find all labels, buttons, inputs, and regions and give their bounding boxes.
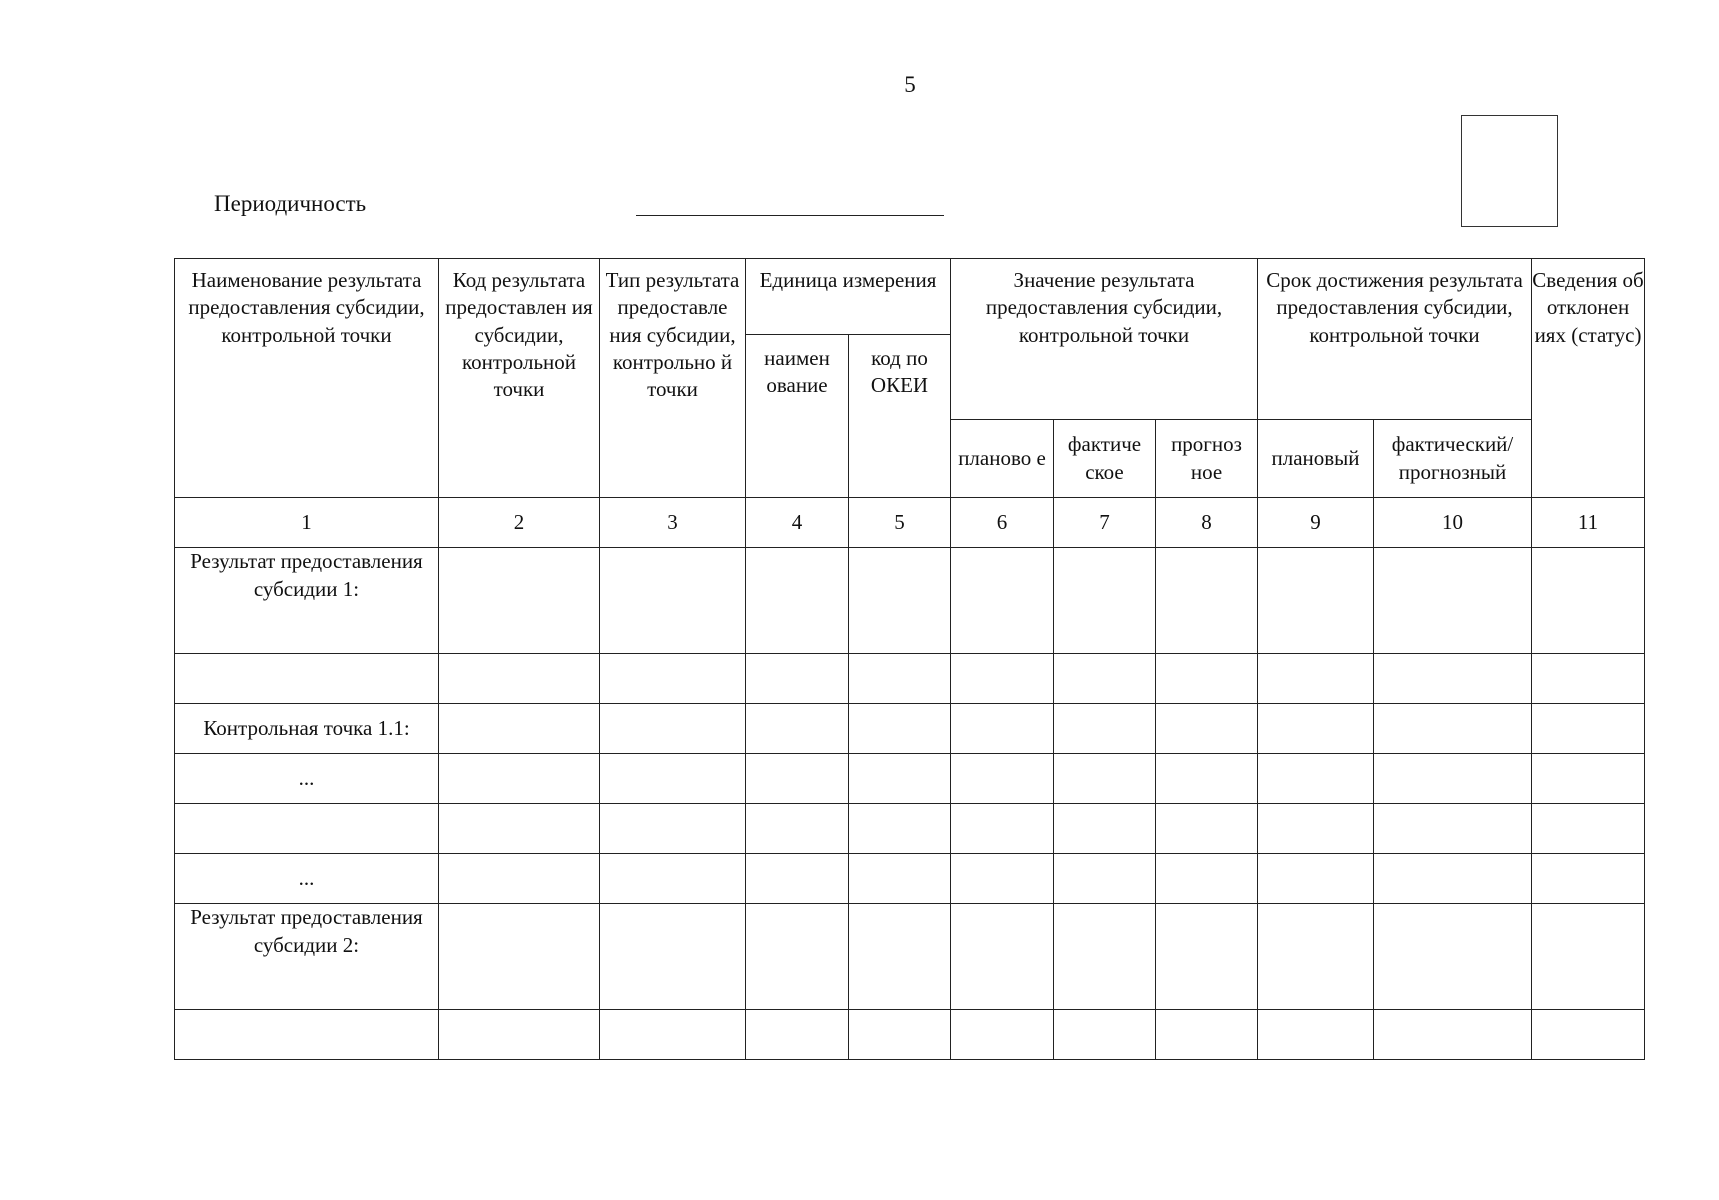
table-cell[interactable] xyxy=(439,548,600,654)
table-cell[interactable] xyxy=(600,804,746,854)
table-cell[interactable] xyxy=(600,854,746,904)
header-type: Тип результата предоставле ния субсидии, контрольно й точки xyxy=(600,259,746,498)
table-cell[interactable] xyxy=(1156,704,1258,754)
table-cell[interactable] xyxy=(439,1010,600,1060)
table-cell[interactable] xyxy=(1054,754,1156,804)
row-label: Результат предоставления субсидии 1: xyxy=(175,548,439,654)
table-cell[interactable] xyxy=(1156,754,1258,804)
header-value-actual: фактиче ское xyxy=(1054,420,1156,498)
table-cell[interactable] xyxy=(439,754,600,804)
row-label: Результат предоставления субсидии 2: xyxy=(175,904,439,1010)
header-unit-name: наимен ование xyxy=(746,335,849,498)
column-number: 2 xyxy=(439,498,600,548)
table-cell[interactable] xyxy=(746,904,849,1010)
table-cell[interactable] xyxy=(600,754,746,804)
table-cell[interactable] xyxy=(1156,548,1258,654)
row-label: Контрольная точка 1.1: xyxy=(175,704,439,754)
table-cell[interactable] xyxy=(1156,854,1258,904)
table-cell[interactable] xyxy=(951,704,1054,754)
column-number: 4 xyxy=(746,498,849,548)
table-cell[interactable] xyxy=(849,548,951,654)
table-cell[interactable] xyxy=(439,804,600,854)
table-cell[interactable] xyxy=(1156,1010,1258,1060)
column-number: 9 xyxy=(1258,498,1374,548)
column-number: 1 xyxy=(175,498,439,548)
table-cell[interactable] xyxy=(600,904,746,1010)
table-row xyxy=(175,654,1645,704)
table-cell[interactable] xyxy=(746,804,849,854)
table-cell[interactable] xyxy=(951,904,1054,1010)
table-cell[interactable] xyxy=(849,654,951,704)
table-cell[interactable] xyxy=(849,904,951,1010)
table-cell[interactable] xyxy=(1258,804,1374,854)
table-cell[interactable] xyxy=(1532,854,1645,904)
table-cell[interactable] xyxy=(600,654,746,704)
table-row xyxy=(175,754,1645,804)
table-row xyxy=(175,804,1645,854)
table-cell[interactable] xyxy=(1258,704,1374,754)
column-numbers-row xyxy=(175,498,1645,548)
table-cell[interactable] xyxy=(1532,548,1645,654)
table-cell[interactable] xyxy=(1054,804,1156,854)
table-cell[interactable] xyxy=(1374,804,1532,854)
table-cell[interactable] xyxy=(951,548,1054,654)
column-number: 8 xyxy=(1156,498,1258,548)
table-cell[interactable] xyxy=(1054,904,1156,1010)
table-cell[interactable] xyxy=(439,704,600,754)
table-cell[interactable] xyxy=(1532,804,1645,854)
table-cell[interactable] xyxy=(849,1010,951,1060)
table-row xyxy=(175,854,1645,904)
table-row xyxy=(175,904,1645,1010)
table-cell[interactable] xyxy=(1532,754,1645,804)
table-cell[interactable] xyxy=(1258,548,1374,654)
column-number: 6 xyxy=(951,498,1054,548)
table-cell[interactable] xyxy=(746,548,849,654)
table-cell[interactable] xyxy=(746,704,849,754)
header-unit-okei: код по ОКЕИ xyxy=(849,335,951,498)
table-cell[interactable] xyxy=(951,754,1054,804)
table-cell[interactable] xyxy=(849,704,951,754)
header-deadline: Срок достижения результата предоставления субсидии, контрольной точки xyxy=(1258,259,1532,420)
code-box[interactable] xyxy=(1461,115,1558,227)
table-cell[interactable] xyxy=(1156,804,1258,854)
table-cell[interactable] xyxy=(951,654,1054,704)
table-cell[interactable] xyxy=(1258,1010,1374,1060)
row-label[interactable] xyxy=(175,654,439,704)
table-cell[interactable] xyxy=(1258,654,1374,704)
table-cell[interactable] xyxy=(1532,904,1645,1010)
report-table xyxy=(174,258,1645,1060)
table-cell[interactable] xyxy=(746,654,849,704)
header-deviation: Сведения об отклонен иях (статус) xyxy=(1532,259,1645,498)
table-cell[interactable] xyxy=(1374,704,1532,754)
table-cell[interactable] xyxy=(849,854,951,904)
header-code: Код результата предоставлен ия субсидии, контрольной точки xyxy=(439,259,600,498)
header-unit: Единица измерения xyxy=(746,259,951,335)
table-cell[interactable] xyxy=(1374,754,1532,804)
table-cell[interactable] xyxy=(1374,654,1532,704)
table-cell[interactable] xyxy=(849,754,951,804)
table-cell[interactable] xyxy=(1374,548,1532,654)
table-cell[interactable] xyxy=(600,1010,746,1060)
table-cell[interactable] xyxy=(746,854,849,904)
table-cell[interactable] xyxy=(1532,704,1645,754)
table-cell[interactable] xyxy=(1054,704,1156,754)
table-cell[interactable] xyxy=(1054,854,1156,904)
table-cell[interactable] xyxy=(1258,754,1374,804)
page-number: 5 xyxy=(904,72,916,97)
header-value: Значение результата предоставления субсидии, контрольной точки xyxy=(951,259,1258,420)
table-cell[interactable] xyxy=(1374,904,1532,1010)
table-cell[interactable] xyxy=(1054,1010,1156,1060)
row-label[interactable] xyxy=(175,1010,439,1060)
table-cell[interactable] xyxy=(439,654,600,704)
table-cell[interactable] xyxy=(439,854,600,904)
table-row xyxy=(175,1010,1645,1060)
table-cell[interactable] xyxy=(1054,654,1156,704)
table-cell[interactable] xyxy=(1258,904,1374,1010)
table-cell[interactable] xyxy=(1156,904,1258,1010)
table-cell[interactable] xyxy=(1258,854,1374,904)
column-number: 3 xyxy=(600,498,746,548)
table-row xyxy=(175,704,1645,754)
header-deadline-actual: фактический/ прогнозный xyxy=(1374,420,1532,498)
header-name: Наименование результата предоставления субсидии, контрольной точки xyxy=(175,259,439,498)
table-cell[interactable] xyxy=(951,1010,1054,1060)
periodicity-input-line[interactable] xyxy=(636,215,944,216)
row-label: ... xyxy=(175,754,439,804)
table-cell[interactable] xyxy=(1156,654,1258,704)
column-number: 10 xyxy=(1374,498,1532,548)
header-deadline-planned: плановый xyxy=(1258,420,1374,498)
row-label: ... xyxy=(175,854,439,904)
column-number: 11 xyxy=(1532,498,1645,548)
column-number: 7 xyxy=(1054,498,1156,548)
table-cell[interactable] xyxy=(1374,854,1532,904)
table-row xyxy=(175,548,1645,654)
table-cell[interactable] xyxy=(849,804,951,854)
table-cell[interactable] xyxy=(746,1010,849,1060)
table-cell[interactable] xyxy=(951,804,1054,854)
table-cell[interactable] xyxy=(951,854,1054,904)
table-cell[interactable] xyxy=(1054,548,1156,654)
row-label[interactable] xyxy=(175,804,439,854)
table-cell[interactable] xyxy=(600,704,746,754)
header-value-forecast: прогноз ное xyxy=(1156,420,1258,498)
table-cell[interactable] xyxy=(1374,1010,1532,1060)
periodicity-label: Периодичность xyxy=(214,191,367,216)
table-cell[interactable] xyxy=(439,904,600,1010)
header-value-planned: планово е xyxy=(951,420,1054,498)
table-cell[interactable] xyxy=(600,548,746,654)
column-number: 5 xyxy=(849,498,951,548)
table-cell[interactable] xyxy=(1532,1010,1645,1060)
table-cell[interactable] xyxy=(746,754,849,804)
table-cell[interactable] xyxy=(1532,654,1645,704)
